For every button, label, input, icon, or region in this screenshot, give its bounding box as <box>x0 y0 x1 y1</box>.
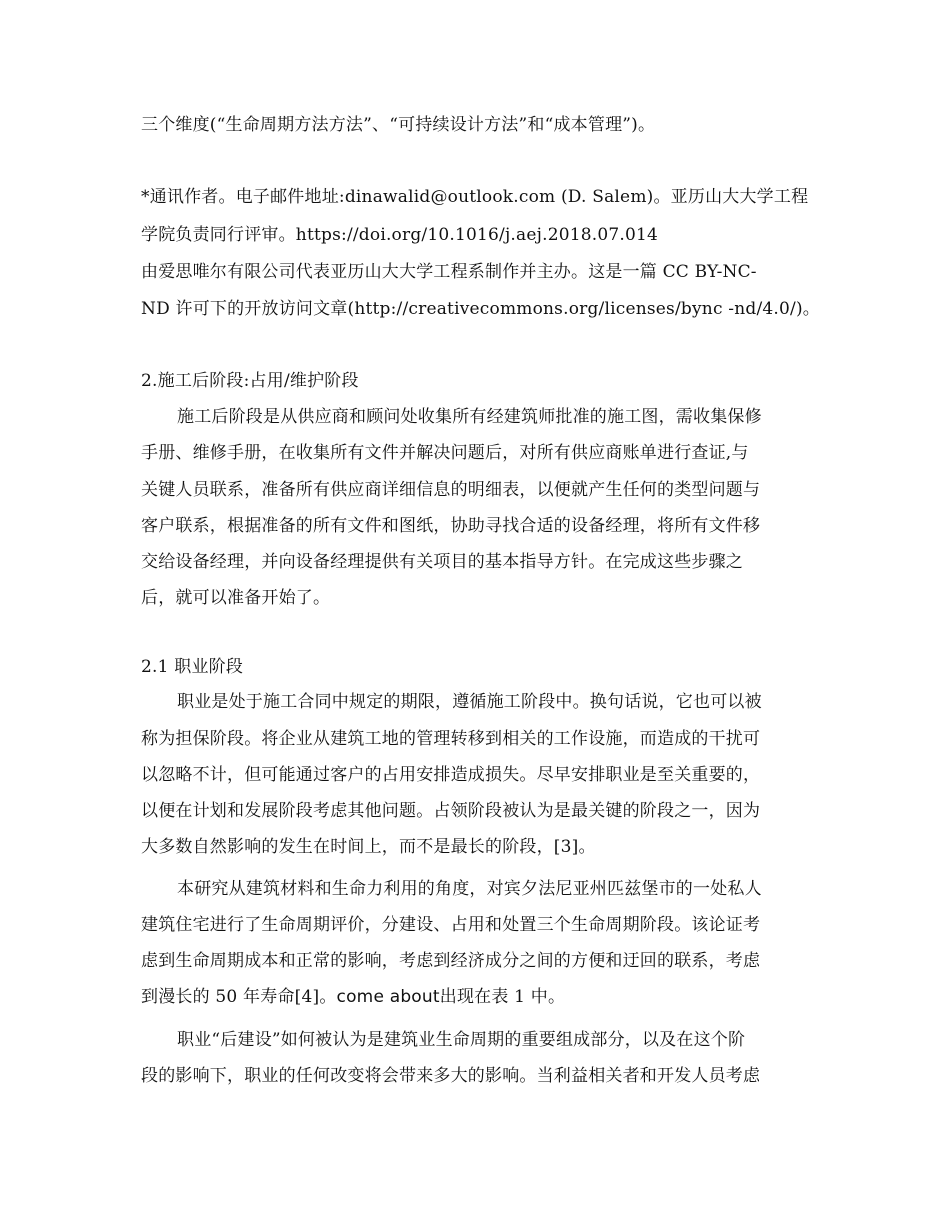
paragraph-1-line-2: 手册、维修手册，在收集所有文件并解决问题后，对所有供应商账单进行查证,与 <box>141 443 749 463</box>
paragraph-2-line-4: 以便在计划和发展阶段考虑其他问题。占领阶段被认为是最关键的阶段之一，因为 <box>141 801 761 821</box>
paragraph-1-line-6: 后，就可以准备开始了。 <box>141 588 331 608</box>
paragraph-4-line-2: 段的影响下，职业的任何改变将会带来多大的影响。当利益相关者和开发人员考虑 <box>141 1066 761 1086</box>
footnote-line-2: 学院负责同行评审。https://doi.org/10.1016/j.aej.2018.07.014 <box>141 225 659 245</box>
paragraph-3-line-4-end: 出现在表 1 中。 <box>439 987 566 1007</box>
paragraph-3-line-4 <box>141 987 821 1007</box>
paragraph-2-line-2: 称为担保阶段。将企业从建筑工地的管理转移到相关的工作设施，而造成的干扰可 <box>141 729 761 749</box>
paragraph-3-line-3: 虑到生命周期成本和正常的影响，考虑到经济成分之间的方便和迂回的联系，考虑 <box>141 951 761 971</box>
footnote-line-1: *通讯作者。电子邮件地址:dinawalid@outlook.com (D. Salem)。亚历山大大学工程 <box>141 187 809 207</box>
paragraph-2-line-5: 大多数自然影响的发生在时间上，而不是最长的阶段，[3]。 <box>141 837 596 857</box>
section-heading-2: 2.施工后阶段:占用/维护阶段 <box>141 371 359 391</box>
section-heading-2-1: 2.1 职业阶段 <box>141 657 244 677</box>
footnote-line-3: 由爱思唯尔有限公司代表亚历山大大学工程系制作并主办。这是一篇 CC BY-NC- <box>141 262 757 282</box>
paragraph-4-line-1: 职业“后建设”如何被认为是建筑业生命周期的重要组成部分，以及在这个阶 <box>177 1030 746 1050</box>
intro-line: 三个维度(“生命周期方法方法”、“可持续设计方法”和“成本管理”)。 <box>141 115 656 135</box>
paragraph-3-phrase: come about <box>336 987 440 1007</box>
paragraph-2-line-3: 以忽略不计，但可能通过客户的占用安排造成损失。尽早安排职业是至关重要的， <box>141 765 761 785</box>
paragraph-3-line-4-text: 到漫长的 50 年寿命[4]。 <box>141 987 337 1007</box>
footnote-line-4: ND 许可下的开放访问文章(http://creativecommons.org/licenses/bync -nd/4.0/)。 <box>141 299 820 319</box>
paragraph-2-line-1: 职业是处于施工合同中规定的期限，遵循施工阶段中。换句话说，它也可以被 <box>177 692 762 712</box>
paragraph-3-line-1: 本研究从建筑材料和生命力利用的角度，对宾夕法尼亚州匹兹堡市的一处私人 <box>177 879 762 899</box>
paragraph-1-line-4: 客户联系，根据准备的所有文件和图纸，协助寻找合适的设备经理，将所有文件移 <box>141 516 761 536</box>
paragraph-1-line-1: 施工后阶段是从供应商和顾问处收集所有经建筑师批准的施工图，需收集保修 <box>177 407 762 427</box>
paragraph-1-line-5: 交给设备经理，并向设备经理提供有关项目的基本指导方针。在完成这些步骤之 <box>141 552 743 572</box>
paragraph-3-line-2: 建筑住宅进行了生命周期评价，分建设、占用和处置三个生命周期阶段。该论证考 <box>141 915 761 935</box>
paragraph-1-line-3: 关键人员联系，准备所有供应商详细信息的明细表，以便就产生任何的类型问题与 <box>141 480 761 500</box>
